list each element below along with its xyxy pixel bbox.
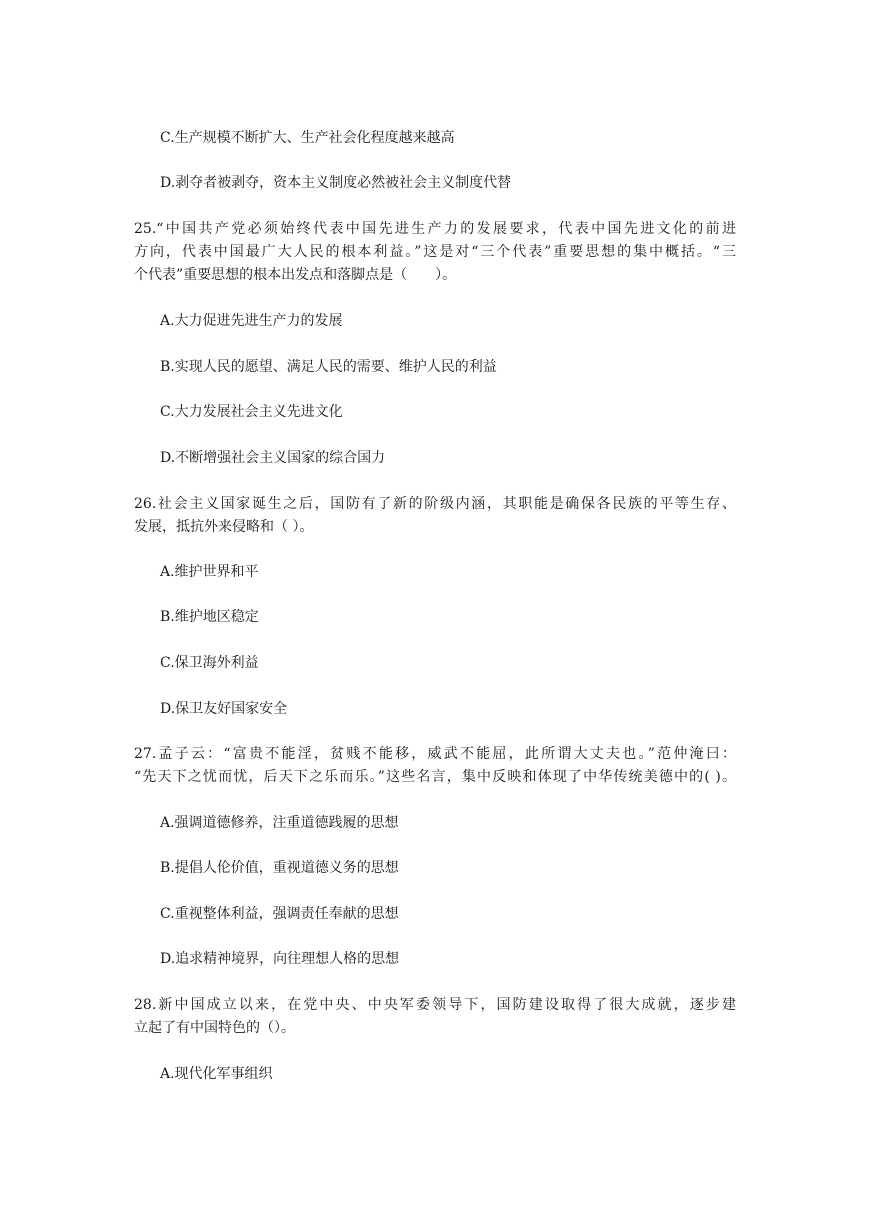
question-25-option-d: D.不断增强社会主义国家的综合国力 xyxy=(160,450,386,466)
question-26-line-1: 26.社会主义国家诞生之后，国防有了新的阶级内涵，其职能是确保各民族的平等生存、 xyxy=(134,496,736,512)
question-25-option-a: A.大力促进先进生产力的发展 xyxy=(160,313,343,329)
question-26-option-a: A.维护世界和平 xyxy=(160,564,259,580)
question-25-line-1: 25.“中国共产党必须始终代表中国先进生产力的发展要求，代表中国先进文化的前进 xyxy=(134,221,736,237)
question-28-option-a: A.现代化军事组织 xyxy=(160,1066,273,1082)
question-26-option-c: C.保卫海外利益 xyxy=(160,655,259,671)
question-26-line-2: 发展，抵抗外来侵略和（ ）。 xyxy=(134,519,314,535)
question-25-line-3: 个代表”重要思想的根本出发点和落脚点是（ ）。 xyxy=(134,267,457,283)
question-27-option-a: A.强调道德修养，注重道德践履的思想 xyxy=(160,815,399,831)
question-27-line-1: 27.孟子云：“富贵不能淫，贫贱不能移，威武不能屈，此所谓大丈夫也。”范仲淹曰： xyxy=(134,746,736,762)
question-25-option-b: B.实现人民的愿望、满足人民的需要、维护人民的利益 xyxy=(160,359,497,375)
question-26-option-d: D.保卫友好国家安全 xyxy=(160,701,288,717)
option-d-fragment: D.剥夺者被剥夺，资本主义制度必然被社会主义制度代替 xyxy=(160,175,512,191)
question-28-line-2: 立起了有中国特色的（）。 xyxy=(134,1020,295,1036)
question-25-option-c: C.大力发展社会主义先进文化 xyxy=(160,404,343,420)
question-27-option-d: D.追求精神境界，向往理想人格的思想 xyxy=(160,951,400,967)
question-26-option-b: B.维护地区稳定 xyxy=(160,609,259,625)
question-28-line-1: 28.新中国成立以来，在党中央、中央军委领导下，国防建设取得了很大成就，逐步建 xyxy=(134,997,736,1013)
question-27-option-c: C.重视整体利益，强调责任奉献的思想 xyxy=(160,906,399,922)
option-c-fragment: C.生产规模不断扩大、生产社会化程度越来越高 xyxy=(160,130,455,146)
question-25-line-2: 方向，代表中国最广大人民的根本利益。”这是对“三个代表”重要思想的集中概括。“三 xyxy=(134,244,736,260)
question-27-option-b: B.提倡人伦价值，重视道德义务的思想 xyxy=(160,860,399,876)
question-27-line-2: “先天下之忧而忧，后天下之乐而乐。”这些名言，集中反映和体现了中华传统美德中的( )。 xyxy=(134,769,736,785)
